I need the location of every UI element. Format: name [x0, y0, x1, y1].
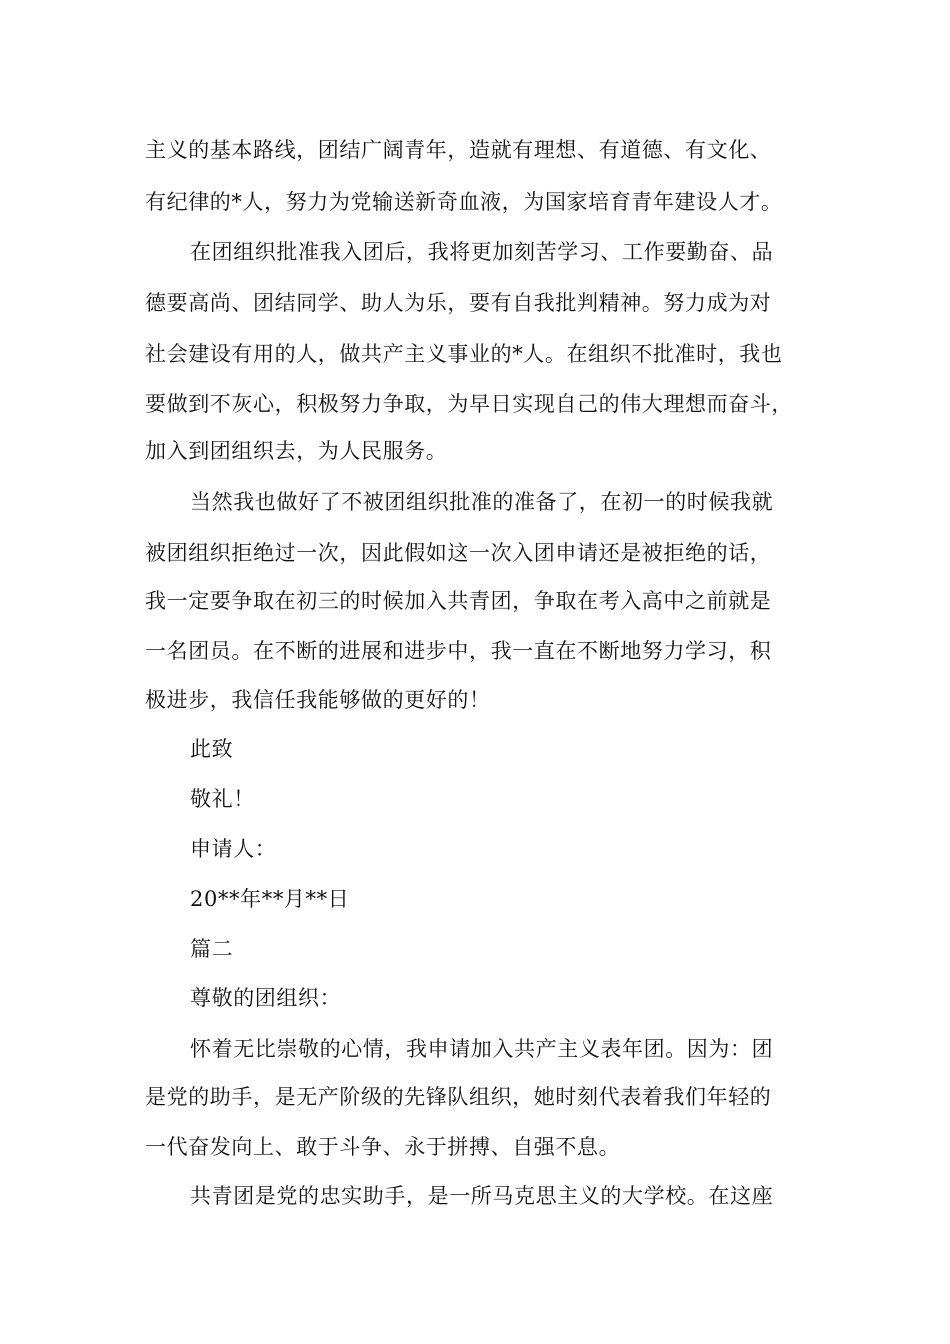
letter-salutation: 尊敬的团组织：: [190, 986, 342, 1010]
body-line: 在团组织批准我入团后，我将更加刻苦学习、工作要勤奋、品: [190, 240, 774, 264]
body-line: 被团组织拒绝过一次，因此假如这一次入团申请还是被拒绝的话，: [145, 541, 772, 565]
body-line: 德要高尚、团结同学、助人为乐，要有自我批判精神。努力成为对: [145, 291, 772, 315]
closing-greeting: 敬礼！: [190, 787, 255, 811]
closing-salutation: 此致: [190, 737, 234, 761]
body-line: 社会建设有用的人，做共产主义事业的*人。在组织不批准时，我也: [145, 342, 783, 366]
body-line: 有纪律的*人，努力为党输送新奇血液，为国家培育青年建设人才。: [145, 190, 783, 214]
body-line: 极进步，我信任我能够做的更好的！: [145, 688, 491, 712]
section-heading: 篇二: [190, 937, 234, 961]
date-line: 20**年**月**日: [190, 887, 350, 911]
body-line: 一名团员。在不断的进展和进步中，我一直在不断地努力学习，积: [145, 639, 772, 663]
body-line: 一代奋发向上、敢于斗争、永于拼搏、自强不息。: [145, 1135, 621, 1159]
body-line: 共青团是党的忠实助手，是一所马克思主义的大学校。在这座: [190, 1184, 774, 1208]
body-line: 是党的助手，是无产阶级的先锋队组织，她时刻代表着我们年轻的: [145, 1085, 772, 1109]
body-line: 要做到不灰心，积极努力争取，为早日实现自己的伟大理想而奋斗，: [145, 392, 793, 416]
body-line: 当然我也做好了不被团组织批准的准备了，在初一的时候我就: [190, 490, 774, 514]
body-line: 怀着无比崇敬的心情，我申请加入共产主义表年团。因为：团: [190, 1037, 774, 1061]
body-line: 加入到团组织去，为人民服务。: [145, 439, 448, 463]
body-line: 我一定要争取在初三的时候加入共青团，争取在考入高中之前就是: [145, 589, 772, 613]
applicant-label: 申请人：: [190, 837, 277, 861]
body-line: 主义的基本路线，团结广阔青年，造就有理想、有道德、有文化、: [145, 138, 772, 162]
